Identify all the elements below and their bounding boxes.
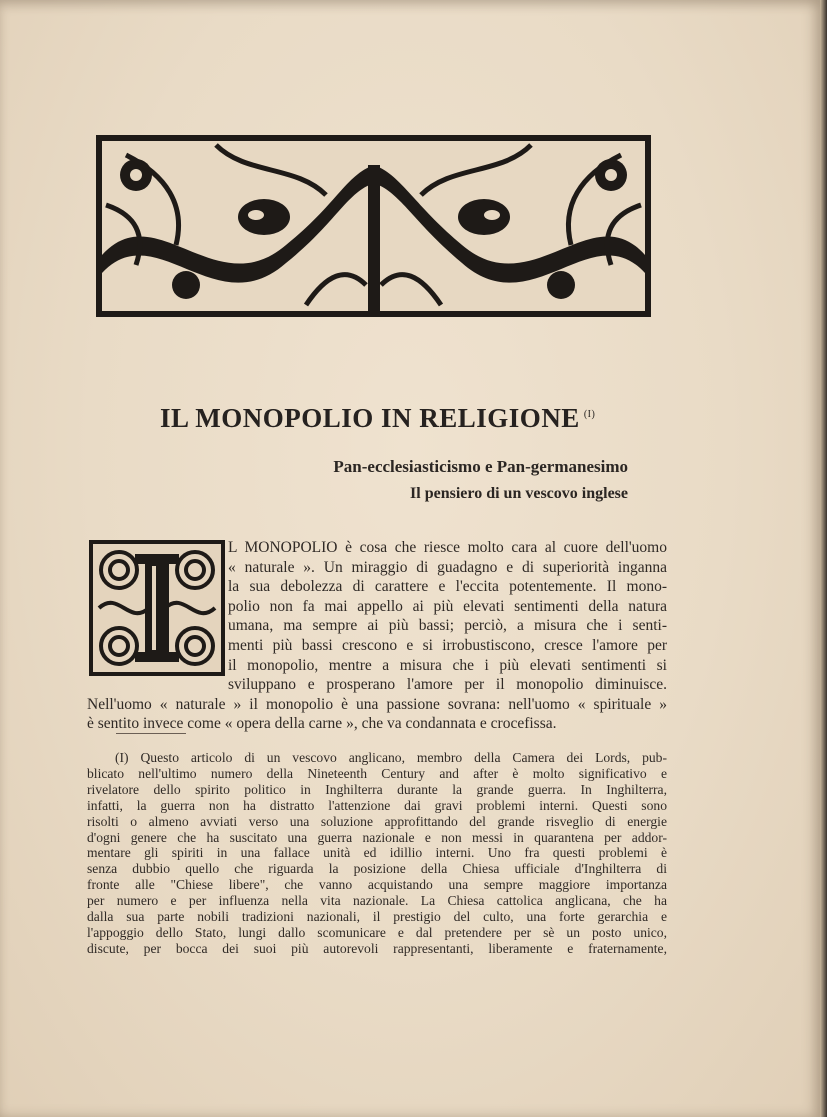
footnote-line: senza dubbio quello che riguarda la posizione della Chiesa ufficiale d'Inghilterra di <box>87 861 667 877</box>
floral-headpiece-ornament <box>96 135 651 317</box>
body-line: umana, ma sempre ai più bassi; perciò, a misura che i senti- <box>228 617 667 635</box>
body-line: polio non fa mai appello ai più elevati sentimenti della natura <box>228 597 667 615</box>
footnote-line: fronte alle "Chiese libere", che vanno acquistando una sempre maggiore importanza <box>87 877 667 893</box>
body-line: il monopolio, mentre a misura che i più elevati sentimenti si <box>228 656 667 674</box>
article-subheading: Il pensiero di un vescovo inglese <box>410 485 628 502</box>
body-line: L MONOPOLIO è cosa che riesce molto cara al cuore dell'uomo <box>228 539 667 556</box>
footnote-line: l'appoggio dello Stato, lungi dallo scomunicare e dal pretendere per sè un posto unico, <box>87 924 667 940</box>
footnote-line: (I) Questo articolo di un vescovo anglicano, membro della Camera dei Lords, pub- <box>115 750 667 765</box>
footnote <box>87 750 667 957</box>
article-body <box>87 538 667 734</box>
footnote-line: blicato nell'ultimo numero della Nineteenth Century and after è molto significativo e <box>87 765 667 781</box>
article-title-text: IL MONOPOLIO IN RELIGIONE <box>160 403 580 433</box>
article-subtitle: Pan-ecclesiasticismo e Pan-germanesimo <box>333 457 628 476</box>
body-line: sviluppano e prosperano l'amore per il monopolio diminuisce. <box>228 676 667 694</box>
footnote-line: risolti o almeno avviati verso una soluzione approfittando del grande risveglio di energie <box>87 813 667 829</box>
body-line: « naturale ». Un miraggio di guadagno e di superiorità inganna <box>228 558 667 576</box>
footnote-line: discute, per bocca dei suoi più autorevoli rappresentanti, liberamente e fraternamente, <box>87 940 667 956</box>
footnote-line: per numero e per influenza nella vita nazionale. La Chiesa cattolica anglicana, che ha <box>87 893 667 909</box>
body-line: menti più bassi crescono e si irrobustiscono, cresce l'amore per <box>228 636 667 654</box>
footnote-divider <box>116 733 186 734</box>
footnote-line: dalla sua parte nobili tradizioni nazionali, il prestigio del culto, una forte gerarchia e <box>87 909 667 925</box>
article-title <box>160 403 680 434</box>
footnote-line: rivelatore dello spirito politico in Inghilterra durante la grande guerra. In Inghilterra, <box>87 781 667 797</box>
body-line: è sentito invece come « opera della carne », che va condannata e crocefissa. <box>87 715 557 733</box>
body-line: la sua debolezza di carattere e l'eccita potentemente. Il mono- <box>228 578 667 596</box>
footnote-line: mentare gli spiriti in una fallace unità ed idillio interni. Uno fra questi problemi è <box>87 845 667 861</box>
footnote-line: d'ogni genere che ha suscitato una guerra nazionale e non messi in quarantena per addor- <box>87 829 667 845</box>
footnote-line: infatti, la guerra non ha distratto l'attenzione dai gravi problemi interni. Questi sono <box>87 797 667 813</box>
page-edge-shadow <box>820 0 827 1117</box>
title-footnote-marker: (I) <box>583 409 596 420</box>
body-line: Nell'uomo « naturale » il monopolio è una passione sovrana: nell'uomo « spirituale » <box>87 695 667 713</box>
